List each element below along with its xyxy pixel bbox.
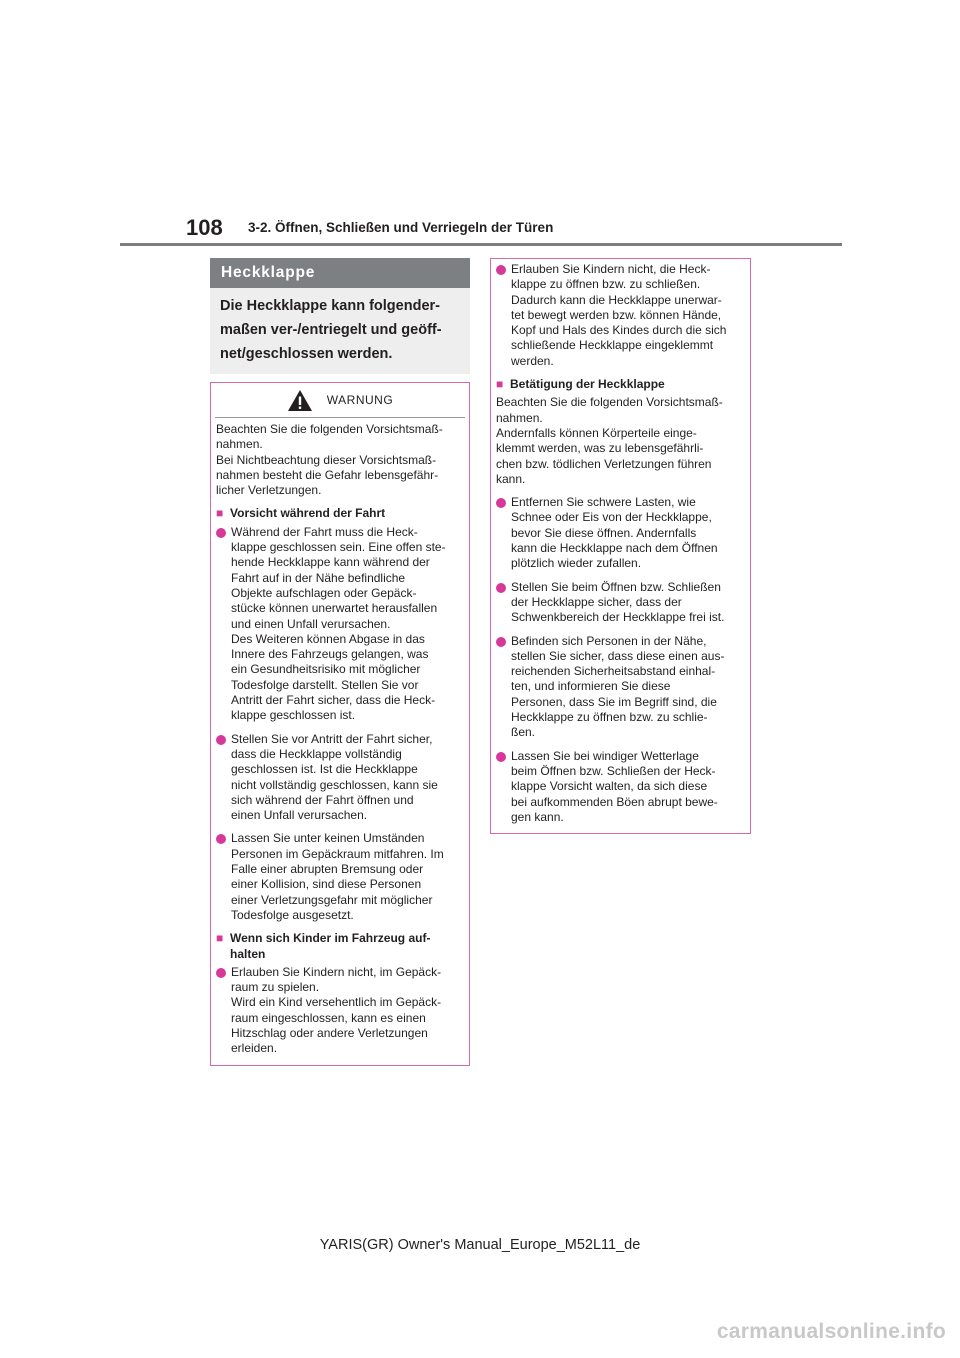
list-item: Stellen Sie vor Antritt der Fahrt sicher, dass die Heckklappe vollständig geschlossen ist. Ist die Heckklappe nicht vollständig geschlossen, kann sie sich während der Fahrt öffnen und einen Unfall verursachen. <box>216 732 464 824</box>
list-item: Lassen Sie bei windiger Wetterlage beim Öffnen bzw. Schließen der Heck- klappe Vorsicht walten, da sich diese bei aufkommenden Böen abrupt bewe- gen kann. <box>496 749 745 825</box>
section-title: 3-2. Öffnen, Schließen und Verriegeln der Türen <box>248 220 554 235</box>
left-column <box>210 258 470 1066</box>
list-item: Befinden sich Personen in der Nähe, stellen Sie sicher, dass diese einen aus- reichenden Sicherheitsabstand einhal- ten, und informieren Sie diese Personen, dass Sie im Begriff sind, die Heckklappe zu öffnen bzw. zu schlie- ßen. <box>496 634 745 741</box>
pink-dot-icon <box>216 834 226 844</box>
list-item: Stellen Sie beim Öffnen bzw. Schließen der Heckklappe sicher, dass der Schwenkbereich der Heckklappe frei ist. <box>496 580 745 626</box>
warning-body <box>211 422 469 1057</box>
list-item: Lassen Sie unter keinen Umständen Personen im Gepäckraum mitfahren. Im Falle einer abrupten Bremsung oder einer Kollision, sind diese Personen einer Verletzungsgefahr mit möglicher Todesfolge ausgesetzt. <box>216 831 464 923</box>
warning-intro: Beachten Sie die folgenden Vorsichtsmaß- nahmen. Bei Nichtbeachtung dieser Vorsichtsmaß- nahmen besteht die Gefahr lebensgefähr- licher Verletzungen. <box>216 422 443 498</box>
manual-footer: YARIS(GR) Owner's Manual_Europe_M52L11_de <box>319 1237 641 1253</box>
pink-dot-icon <box>496 752 506 762</box>
right-column <box>490 258 751 834</box>
pink-dot-icon <box>216 968 226 978</box>
pink-square-icon: ■ <box>216 506 224 521</box>
section-heading: ■ Vorsicht während der Fahrt <box>216 506 386 521</box>
section-heading: ■ Betätigung der Heckklappe <box>496 377 665 392</box>
warning-divider <box>215 417 465 418</box>
warning-box <box>210 382 470 1066</box>
pink-dot-icon <box>496 637 506 647</box>
list-item: Während der Fahrt muss die Heck- klappe geschlossen sein. Eine offen ste- hende Heckklappe kann während der Fahrt auf in der Nähe befindliche Objekte aufschlagen oder Gepäck- stücke können unerwartet herausfallen und einen Unfall verursachen. Des Weiteren können Abgase in das Innere des Fahrzeugs gelangen, was ein Gesundheitsrisiko mit möglicher Todesfolge darstellt. Stellen Sie vor Antritt der Fahrt sicher, dass die Heck- klappe geschlossen ist. <box>216 525 464 724</box>
pink-dot-icon <box>496 498 506 508</box>
pink-square-icon: ■ <box>496 377 504 392</box>
list-item: Erlauben Sie Kindern nicht, im Gepäck- raum zu spielen. Wird ein Kind versehentlich im Gepäck- raum eingeschlossen, kann es einen Hitzschlag oder andere Verletzungen erleiden. <box>216 965 464 1057</box>
watermark: carmanualsonline.info <box>716 1320 946 1343</box>
warning-label: WARNUNG <box>326 393 394 407</box>
header-rule <box>120 243 842 246</box>
list-item: Erlauben Sie Kindern nicht, die Heck- klappe zu öffnen bzw. zu schließen. Dadurch kann die Heckklappe unerwar- tet bewegt werden bzw. können Hände, Kopf und Hals des Kindes durch die sich schließende Heckklappe eingeklemmt werden. <box>496 262 745 369</box>
topic-intro: Die Heckklappe kann folgender- maßen ver-/entriegelt und geöff- net/geschlossen werden. <box>210 288 470 374</box>
section-heading: ■ Wenn sich Kinder im Fahrzeug auf- halten <box>216 931 431 961</box>
warning-box-continued <box>490 258 751 834</box>
topic-title-bar: Heckklappe <box>210 258 470 288</box>
pink-dot-icon <box>216 528 226 538</box>
warning-triangle-icon <box>287 389 313 412</box>
warning-body-continued <box>491 259 750 825</box>
pink-dot-icon <box>496 265 506 275</box>
section-intro: Beachten Sie die folgenden Vorsichtsmaß- nahmen. Andernfalls können Körperteile einge- klemmt werden, was zu lebensgefährli- chen bzw. tödlichen Verletzungen führen kann. <box>496 395 723 486</box>
list-item: Entfernen Sie schwere Lasten, wie Schnee oder Eis von der Heckklappe, bevor Sie diese öffnen. Andernfalls kann die Heckklappe nach dem Öffnen plötzlich wieder zufallen. <box>496 495 745 571</box>
page-number: 108 <box>186 215 223 240</box>
pink-square-icon: ■ <box>216 931 224 946</box>
pink-dot-icon <box>496 583 506 593</box>
pink-dot-icon <box>216 735 226 745</box>
warning-header <box>215 383 465 417</box>
